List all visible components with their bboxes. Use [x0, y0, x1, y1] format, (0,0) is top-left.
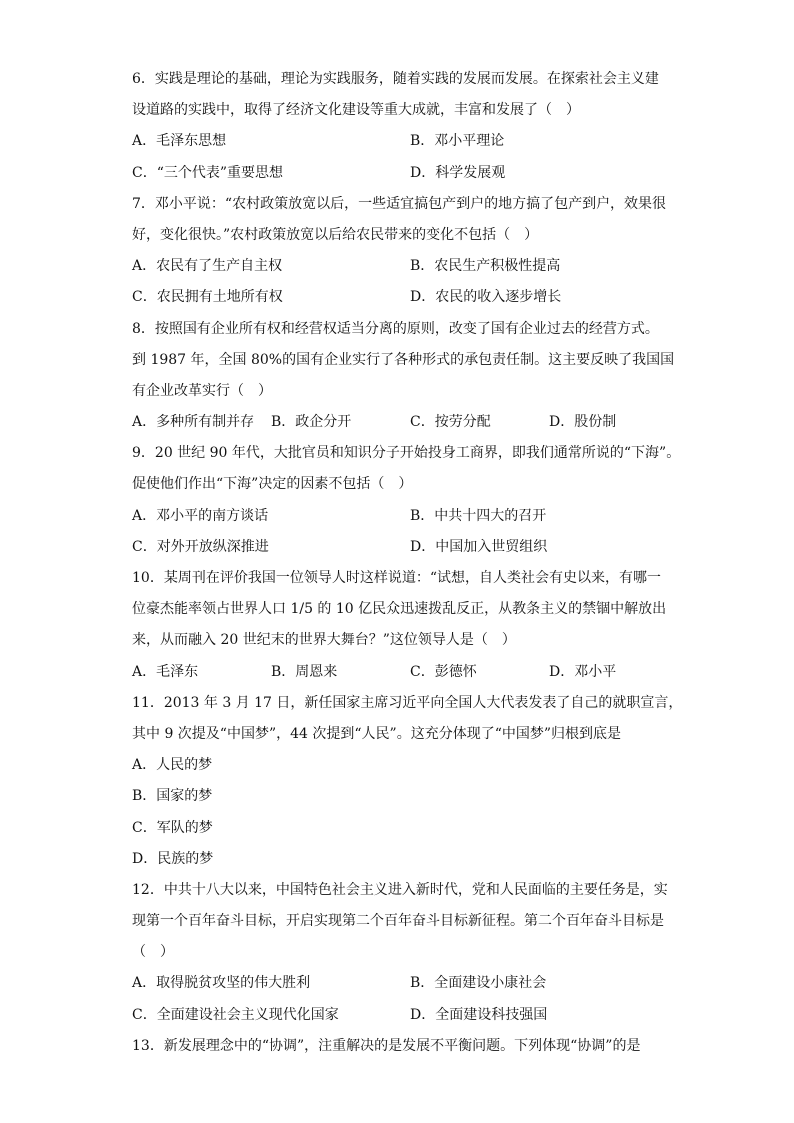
question-stem-line: 8．按照国有企业所有权和经营权适当分离的原则，改变了国有企业过去的经营方式。: [132, 320, 659, 337]
question-stem-line: 现第一个百年奋斗目标，开启实现第二个百年奋斗目标新征程。第二个百年奋斗目标是: [132, 913, 664, 930]
question-stem-line: 10．某周刊在评价我国一位领导人时这样说道：“试想，自人类社会有史以来，有哪一: [132, 570, 661, 586]
question-stem-line: 12．中共十八大以来，中国特色社会主义进入新时代，党和人民面临的主要任务是，实: [132, 881, 668, 898]
option-a[interactable]: A．毛泽东思想: [132, 133, 227, 150]
option-d[interactable]: D．中国加入世贸组织: [410, 538, 548, 555]
option-c[interactable]: C．全面建设社会主义现代化国家: [132, 1006, 339, 1023]
option-a[interactable]: A．邓小平的南方谈话: [132, 507, 269, 524]
question-stem-line: 位豪杰能率领占世界人口 1/5 的 10 亿民众迅速拨乱反正，从教条主义的禁锢中解放出: [132, 601, 667, 618]
question-7: [132, 189, 672, 314]
option-c[interactable]: C．按劳分配: [410, 414, 491, 431]
question-stem-line: 11．2013 年 3 月 17 日，新任国家主席习近平向全国人大代表发表了自己的就职宣言，: [132, 694, 683, 711]
option-c[interactable]: C．彭德怀: [410, 663, 477, 680]
question-stem-line: 到 1987 年，全国 80%的国有企业实行了各种形式的承包责任制。这主要反映了我国国: [132, 351, 675, 368]
option-row: [132, 126, 672, 157]
question-10: [132, 563, 672, 688]
option-row: [132, 251, 672, 282]
question-stem-line: 促使他们作出“下海”决定的因素不包括（ ）: [132, 476, 413, 493]
option-row: [132, 657, 672, 688]
question-stem-line: （ ）: [132, 944, 174, 961]
option-a[interactable]: A．毛泽东: [132, 663, 199, 680]
question-stem-line: 9．20 世纪 90 年代，大批官员和知识分子开始投身工商界，即我们通常所说的“下海”。: [132, 445, 681, 462]
option-c[interactable]: C．军队的梦: [132, 819, 213, 836]
question-list: [132, 64, 683, 1062]
option-d[interactable]: D．民族的梦: [132, 850, 214, 867]
option-row: [132, 282, 672, 313]
option-row: [132, 407, 672, 438]
question-stem-line: 设道路的实践中，取得了经济文化建设等重大成就，丰富和发展了（ ）: [132, 102, 580, 119]
option-row: [132, 968, 672, 999]
question-stem-line: 13．新发展理念中的“协调”，注重解决的是发展不平衡问题。下列体现“协调”的是: [132, 1037, 641, 1054]
option-c[interactable]: C．农民拥有土地所有权: [132, 289, 283, 306]
option-a[interactable]: A．取得脱贫攻坚的伟大胜利: [132, 975, 311, 992]
option-b[interactable]: B．周恩来: [271, 663, 338, 680]
question-stem-line: 7．邓小平说：“农村政策放宽以后，一些适宜搞包产到户的地方搞了包产到户，效果很: [132, 195, 667, 212]
question-9: [132, 438, 681, 563]
question-stem-line: 其中 9 次提及“中国梦”，44 次提到“人民”。这充分体现了“中国梦”归根到底是: [132, 725, 622, 742]
option-d[interactable]: D．邓小平: [549, 663, 617, 680]
option-a[interactable]: A．农民有了生产自主权: [132, 258, 283, 275]
option-a[interactable]: A．人民的梦: [132, 757, 213, 774]
question-8: [132, 314, 675, 439]
option-b[interactable]: B．中共十四大的召开: [410, 507, 547, 524]
option-b[interactable]: B．农民生产积极性提高: [410, 258, 561, 275]
question-12: [132, 875, 672, 1031]
option-b[interactable]: B．邓小平理论: [410, 133, 505, 150]
question-6: [132, 64, 672, 189]
option-d[interactable]: D．股份制: [549, 414, 617, 431]
option-d[interactable]: D．科学发展观: [410, 164, 506, 181]
option-c[interactable]: C．“三个代表”重要思想: [132, 164, 284, 181]
option-b[interactable]: B．国家的梦: [132, 788, 213, 805]
question-stem-line: 有企业改革实行（ ）: [132, 382, 272, 399]
question-13: [132, 1031, 672, 1062]
option-d[interactable]: D．农民的收入逐步增长: [410, 289, 562, 306]
option-a[interactable]: A．多种所有制并存: [132, 414, 255, 431]
option-row: [132, 158, 672, 189]
option-b[interactable]: B．全面建设小康社会: [410, 975, 547, 992]
question-stem-line: 好，变化很快。”农村政策放宽以后给农民带来的变化不包括（ ）: [132, 226, 539, 243]
option-b[interactable]: B．政企分开: [271, 414, 352, 431]
option-row: [132, 501, 672, 532]
option-row: [132, 1000, 672, 1031]
question-11: [132, 688, 683, 875]
option-d[interactable]: D．全面建设科技强国: [410, 1006, 548, 1023]
option-c[interactable]: C．对外开放纵深推进: [132, 538, 269, 555]
option-row: [132, 532, 672, 563]
question-stem-line: 6．实践是理论的基础，理论为实践服务，随着实践的发展而发展。在探索社会主义建: [132, 71, 659, 87]
question-stem-line: 来，从而融入 20 世纪末的世界大舞台？”这位领导人是（ ）: [132, 632, 516, 649]
